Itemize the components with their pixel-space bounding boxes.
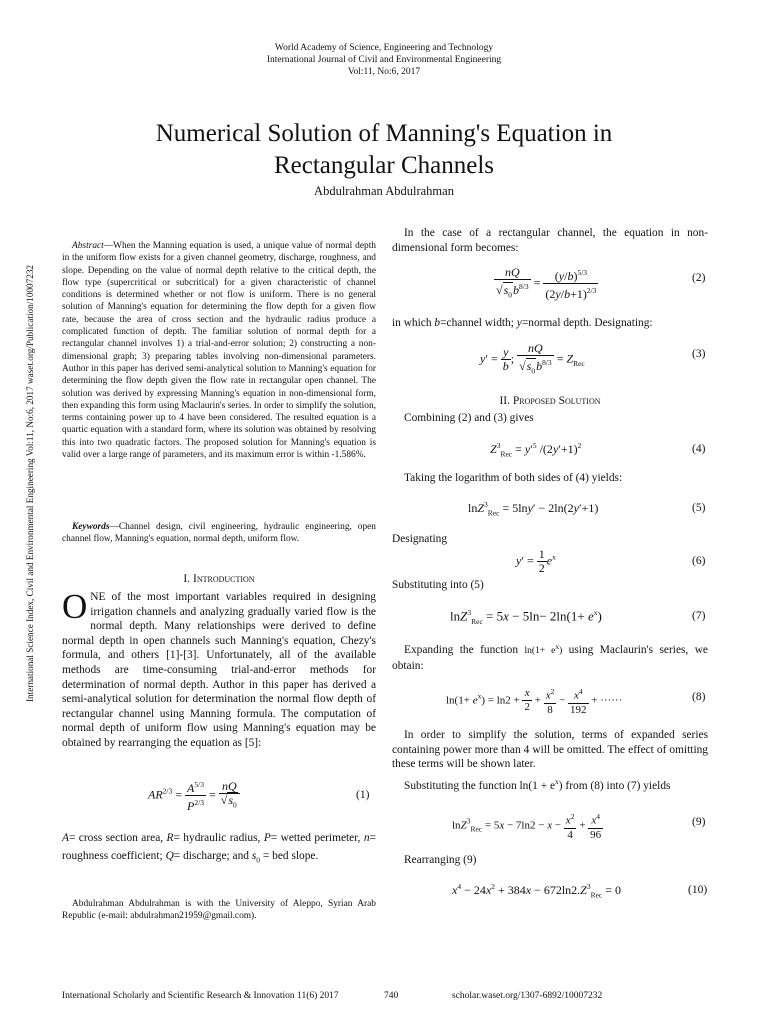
keywords (62, 521, 376, 546)
equation-10-number: (10) (688, 884, 708, 896)
right-para-5: Designating (392, 533, 448, 545)
def-s0-symbol: s (251, 850, 257, 862)
equation-3: y′ = $\frac{y}{b}$ ; $\frac{nQ}{√s_0b^{8/3}}$ = $Z_{Rec}$ (480, 341, 585, 376)
def-R-symbol: R (166, 832, 174, 844)
p2-b: b (434, 317, 441, 329)
equation-4: $Z^3_{Rec} = y'^5$ $/(2y'+1)^2$ (490, 441, 582, 459)
def-P-symbol: P (263, 832, 271, 844)
equation-5-number: (5) (692, 502, 706, 514)
equation-2: $\frac{nQ}{√s_0b^{8/3}}$ = $\frac{(y/b)^{5/3}}{(2y/b+1)^{2/3}}$ (496, 265, 597, 302)
p9-fn-close: ) (558, 779, 563, 792)
abstract-dash: — (103, 241, 114, 251)
right-para-10: Rearranging (9) (404, 854, 477, 866)
p9-function (519, 777, 563, 792)
paper-title (60, 118, 708, 182)
equation-2-number: (2) (692, 272, 706, 284)
equation-5: lnZ$^3_{Rec}$ = 5lny′ − 2ln(2y′+1) (468, 500, 599, 518)
equation-6: y′ = $\frac{1}{2}$ $e^x$ (516, 547, 556, 575)
abstract-text: When the Manning equation is used, a unique value of normal depth in the uniform flow exists for a given channel geometry, discharge, roughness, and slope. Depending on the value of normal depth relative to the critical depth, the flow type (supercritical or subcritical) for a given characteristic of channel conditions is determined whether or not flow is uniform. There is no general solution of Manning's equation for determining the flow depth for a given flow rate, because the area of cross section and the hydraulic radius produce a complicated function of depth. The familiar solution of normal depth for a rectangular channel involves 1) a trial-and-error solution; 2) constructing a non-dimensional graph; 3) preparing tables involving non-dimensional parameters. Author in this paper has derived semi-analytical solution to Manning's equation for determining the flow depth given the flow rate in rectangular open channel. The solution was derived by expressing Manning's equation in non-dimensional form, then expanding this form using Maclaurin's series. In order to simplify the solution, terms containing power up to 4 have been considered. The resulted equation is a quartic equation with a standard form, where its solution was obtained by resolving this into two quadratic factors. The proposed solution for Manning's equation is valid over a large range of parameters, and its maximum error is within -1.586%. (62, 241, 376, 461)
variable-definitions (62, 829, 376, 869)
equation-8: $\ln(1+ e^x) = \ln 2$ + $\frac{x}{2}$ + $\frac{x^2}{8}$ − $\frac{x^4}{192}$ + ······ (446, 687, 623, 716)
equation-7-number: (7) (692, 610, 706, 622)
right-para-2 (392, 316, 708, 331)
intro-text: of the most important variables required in designing irrigation channels and analyzing gradually varied flow is the normal depth. Many relationships were derived to define normal depth in open channels such Manning's equation, Chezy's formula, and others [1]-[3]. Unfortunately, all of the available methods are time-consuming trial-and-error methods for determination of normal depth. Author in this paper has derived a semi-analytical solution for determination the normal flow depth of rectangular channel using Manning formula. The computation of normal depth of uniform flow using Manning's equation may be obtained by rearranging the equation as [5]: (62, 591, 376, 749)
right-para-8: In order to simplify the solution, terms of expanded series containing power more than 4 will be omitted. The effect of omitting these terms will be shown later. (392, 729, 708, 771)
def-s0: = bed slope. (262, 850, 319, 862)
equation-10: $x^4 - 24x^2 + 384x - 672\ln 2.Z^3_{Rec} = 0$ (452, 882, 622, 900)
def-A: = cross section area, (68, 832, 164, 844)
introduction-paragraph (62, 587, 376, 751)
equation-6-number: (6) (692, 555, 706, 567)
def-Q-symbol: Q (165, 850, 174, 862)
right-para-9 (392, 775, 708, 793)
p7-post: using Maclaurin's series, we obtain: (392, 644, 708, 672)
equation-9-number: (9) (692, 816, 706, 828)
footer-page-number: 740 (384, 991, 399, 1001)
p7-fn-sup: x (555, 642, 560, 651)
equation-3-number: (3) (692, 348, 706, 360)
section-proposed-solution-heading: II. Proposed Solution (499, 395, 601, 407)
p7-function (524, 642, 563, 657)
p9-fn: ln(1 + e (519, 779, 556, 792)
def-s0-sub: 0 (256, 855, 261, 865)
def-Q: = discharge; and (173, 850, 249, 862)
right-para-4: Taking the logarithm of both sides of (4) yields: (404, 472, 623, 484)
def-n-symbol: n (363, 832, 370, 844)
equation-7: $\ln Z^3_{Rec} = 5x - 5\ln- 2\ln(1+ e^x)$ (450, 608, 602, 626)
equation-1: $AR^{2/3}$ = $\frac{A^{5/3}}{P^{2/3}}$ = $\frac{nQ}{√s_0}$ (148, 778, 240, 813)
keywords-dash: — (109, 522, 119, 532)
header-line-volume: Vol:11, No:6, 2017 (347, 67, 421, 77)
equation-8-number: (8) (692, 691, 706, 703)
sidebar-citation: International Science Index, Civil and Environmental Engineering Vol:11, No:6, 2017 waset.org/Publication/10007232 (25, 264, 35, 702)
footer-url[interactable]: scholar.waset.org/1307-6892/10007232 (452, 991, 603, 1001)
right-para-1: In the case of a rectangular channel, the equation in non-dimensional form becomes: (392, 227, 708, 254)
p2-mid: =channel width; (440, 317, 517, 329)
right-para-3: Combining (2) and (3) gives (404, 412, 534, 424)
title-line-2: Rectangular Channels (273, 152, 495, 179)
p9-fn-sup: x (555, 777, 559, 786)
keywords-label: Keywords (72, 522, 110, 532)
p2-pre: in which (392, 317, 435, 329)
def-n: = roughness coefficient; (62, 832, 376, 862)
intro-first-word: NE (90, 591, 106, 603)
footnote: Abdulrahman Abdulrahman is with the University of Aleppo, Syrian Arab Republic (e-mail: abdulrahman21959@gmail.com). (62, 899, 376, 922)
section-introduction-heading: I. Introduction (183, 573, 255, 585)
def-R: = hydraulic radius, (173, 832, 261, 844)
equation-1-number: (1) (356, 789, 370, 801)
abstract-label: Abstract (72, 241, 104, 251)
footer-publisher: International Scholarly and Scientific Research & Innovation 11(6) 2017 (62, 991, 339, 1001)
equation-4-number: (4) (692, 443, 706, 455)
right-para-7 (392, 640, 708, 673)
p9-post: from (8) into (7) yields (562, 779, 671, 792)
p7-pre: Expanding the function (404, 644, 525, 657)
def-A-symbol: A (62, 832, 69, 844)
p2-post: =normal depth. Designating: (521, 317, 653, 329)
p9-pre: Substituting the function (404, 779, 520, 792)
header-line-journal: International Journal of Civil and Environmental Engineering (266, 55, 502, 65)
p2-y: y (516, 317, 522, 329)
dropcap-letter: O (62, 587, 88, 626)
equation-9: lnZ$^3_{Rec}$ = 5x − 7ln2 − x − $\frac{x^2}{4}$ + $\frac{x^4}{96}$ (452, 812, 602, 841)
journal-header (0, 42, 768, 78)
author-name: Abdulrahman Abdulrahman (314, 184, 454, 198)
title-line-1: Numerical Solution of Manning's Equation in (155, 120, 613, 147)
abstract (62, 240, 376, 461)
keywords-text: Channel design, civil engineering, hydraulic engineering, open channel flow, Manning's equation, normal depth, uniform flow. (62, 522, 376, 545)
right-para-6: Substituting into (5) (392, 579, 484, 591)
p7-fn: ln(1+ e (524, 646, 556, 657)
p7-fn-close: ) (559, 646, 563, 657)
def-P: = wetted perimeter, (270, 832, 361, 844)
header-line-org: World Academy of Science, Engineering and Technology (274, 43, 494, 53)
